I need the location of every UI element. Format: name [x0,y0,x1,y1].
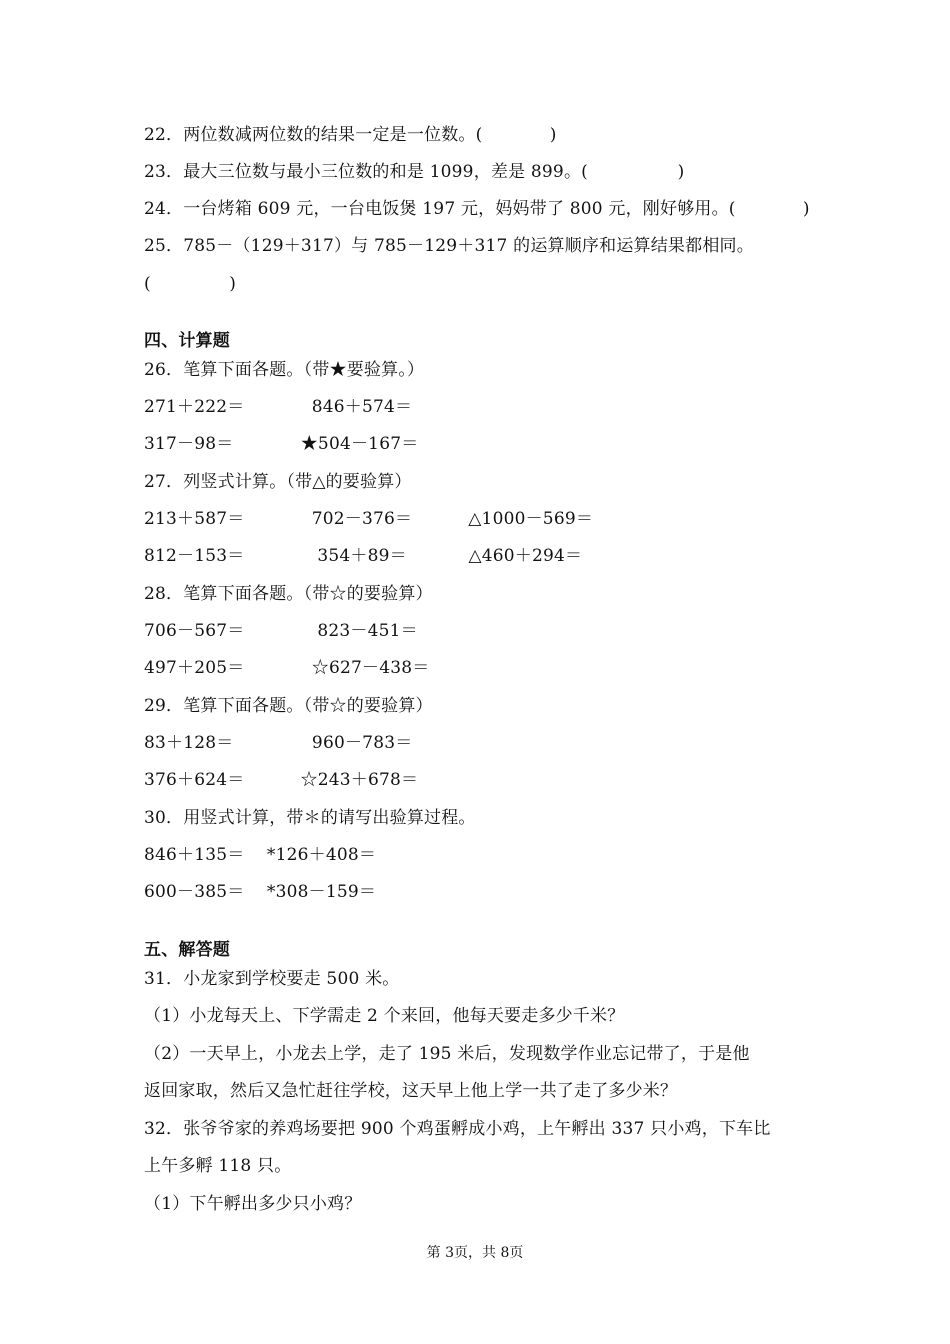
page-footer [0,1244,950,1262]
section-title-calc: 四、计算题 [144,331,230,351]
calc-row: 213＋587＝ 702－376＝ △1000－569＝ [144,509,594,529]
section-title-answers: 五、解答题 [144,940,230,960]
question-31-part-2-cont: 返回家取，然后又急忙赶往学校，这天早上他上学一共了走了多少米？ [144,1081,678,1101]
question-30: 30．用竖式计算，带＊的请写出验算过程。 [144,808,476,828]
tf-item-22: 22．两位数减两位数的结果一定是一位数。( ) [144,125,557,145]
tf-item-23: 23．最大三位数与最小三位数的和是 1099，差是 899。( ) [144,162,685,182]
calc-row: 846＋135＝ *126＋408＝ [144,845,377,865]
calc-row: 812－153＝ 354＋89＝ △460＋294＝ [144,546,583,566]
question-31: 31．小龙家到学校要走 500 米。 [144,969,400,989]
question-31-part-1: （1）小龙每天上、下学需走 2 个来回，他每天要走多少千米？ [144,1006,625,1026]
question-32-part-1: （1）下午孵出多少只小鸡？ [144,1194,362,1214]
calc-row: 706－567＝ 823－451＝ [144,621,418,641]
question-26: 26．笔算下面各题。（带★要验算。） [144,360,425,380]
question-28: 28．笔算下面各题。（带☆的要验算） [144,584,433,604]
tf-item-25-blank: ( ) [144,274,237,294]
question-31-part-2: （2）一天早上，小龙去上学，走了 195 米后，发现数学作业忘记带了，于是他 [144,1044,750,1064]
calc-row: 83＋128＝ 960－783＝ [144,733,413,753]
question-29: 29．笔算下面各题。（带☆的要验算） [144,696,433,716]
calc-row: 497＋205＝ ☆627－438＝ [144,658,430,678]
tf-item-24: 24．一台烤箱 609 元，一台电饭煲 197 元，妈妈带了 800 元，刚好够用。( ) [144,199,810,219]
question-32: 32．张爷爷家的养鸡场要把 900 个鸡蛋孵成小鸡，上午孵出 337 只小鸡，下车比 [144,1119,771,1139]
tf-item-25: 25．785－（129＋317）与 785－129＋317 的运算顺序和运算结果都相同。 [144,236,754,256]
calc-row: 317－98＝ ★504－167＝ [144,434,419,454]
question-27: 27．列竖式计算。（带△的要验算） [144,472,412,492]
question-32-cont: 上午多孵 118 只。 [144,1156,292,1176]
calc-row: 271＋222＝ 846＋574＝ [144,397,413,417]
page-number: 第 3页，共 8页 [426,1245,524,1261]
calc-row: 600－385＝ *308－159＝ [144,882,377,902]
calc-row: 376＋624＝ ☆243＋678＝ [144,770,419,790]
